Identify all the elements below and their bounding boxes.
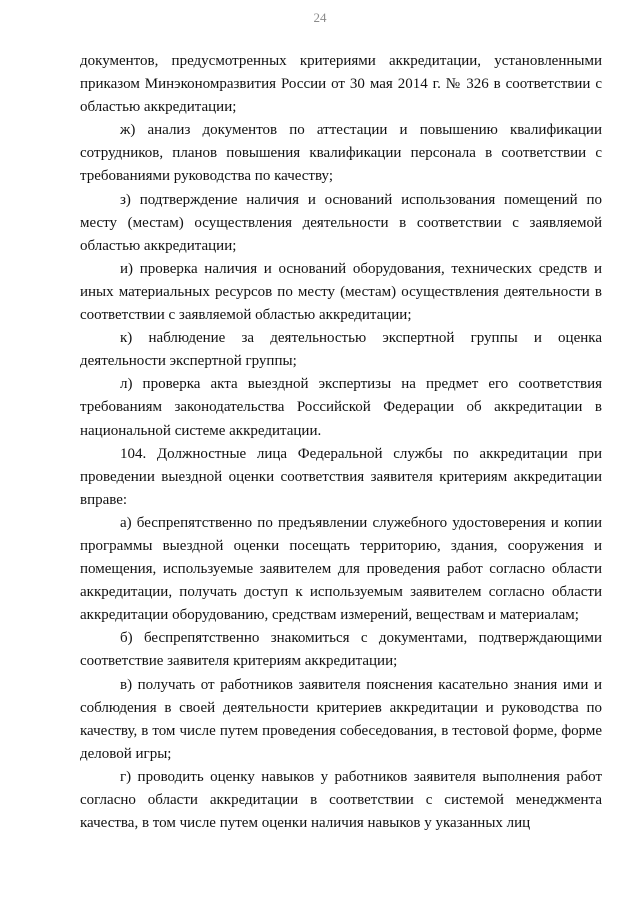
paragraph-item-b: б) беспрепятственно знакомиться с документами, подтверждающими соответствие заявителя критериям аккредитации; [80, 630, 602, 670]
document-body [80, 50, 602, 835]
paragraph-item-k: к) наблюдение за деятельностью экспертной группы и оценка деятельности экспертной группы; [80, 330, 602, 370]
paragraph-item-i: и) проверка наличия и оснований оборудования, технических средств и иных материальных ресурсов по месту (местам) осуществления деятельности в соответствии с заявляемой областью аккредитации; [80, 260, 602, 324]
paragraph-item-l: л) проверка акта выездной экспертизы на предмет его соответствия требованиям законодательства Российской Федерации об аккредитации в национальной системе аккредитации. [80, 376, 602, 439]
paragraph-clause-104: 104. Должностные лица Федеральной службы по аккредитации при проведении выездной оценки соответствия заявителя критериям аккредитации вправе: [80, 445, 602, 508]
paragraph-item-z: з) подтверждение наличия и оснований использования помещений по месту (местам) осуществления деятельности в соответствии с заявляемой областью аккредитации; [80, 191, 602, 254]
page-number: 24 [313, 10, 327, 25]
paragraph-item-g: г) проводить оценку навыков у работников заявителя выполнения работ согласно области аккредитации в соответствии с системой менеджмента качества, в том числе путем оценки наличия навыков у указанных лиц [80, 768, 602, 832]
paragraph-item-v: в) получать от работников заявителя пояснения касательно знания ими и соблюдения в своей деятельности критериев аккредитации и руководства по качеству, в том числе путем проведения собеседования, в тестовой форме, форме деловой игры; [80, 676, 602, 762]
paragraph-item-zh: ж) анализ документов по аттестации и повышению квалификации сотрудников, планов повышения квалификации персонала в соответствии с требованиями руководства по качеству; [80, 122, 602, 185]
paragraph-item-a: а) беспрепятственно по предъявлении служебного удостоверения и копии программы выездной оценки посещать территорию, здания, сооружения и помещения, используемые заявителем для проведения работ согласно области аккредитации, получать доступ к используемым заявителем согласно области аккредитации оборудованию, средствам измерений, веществам и материалам; [80, 514, 602, 624]
paragraph-continuation: документов, предусмотренных критериями аккредитации, установленными приказом Минэкономразвития России от 30 мая 2014 г. № 326 в соответствии с областью аккредитации; [80, 53, 602, 116]
